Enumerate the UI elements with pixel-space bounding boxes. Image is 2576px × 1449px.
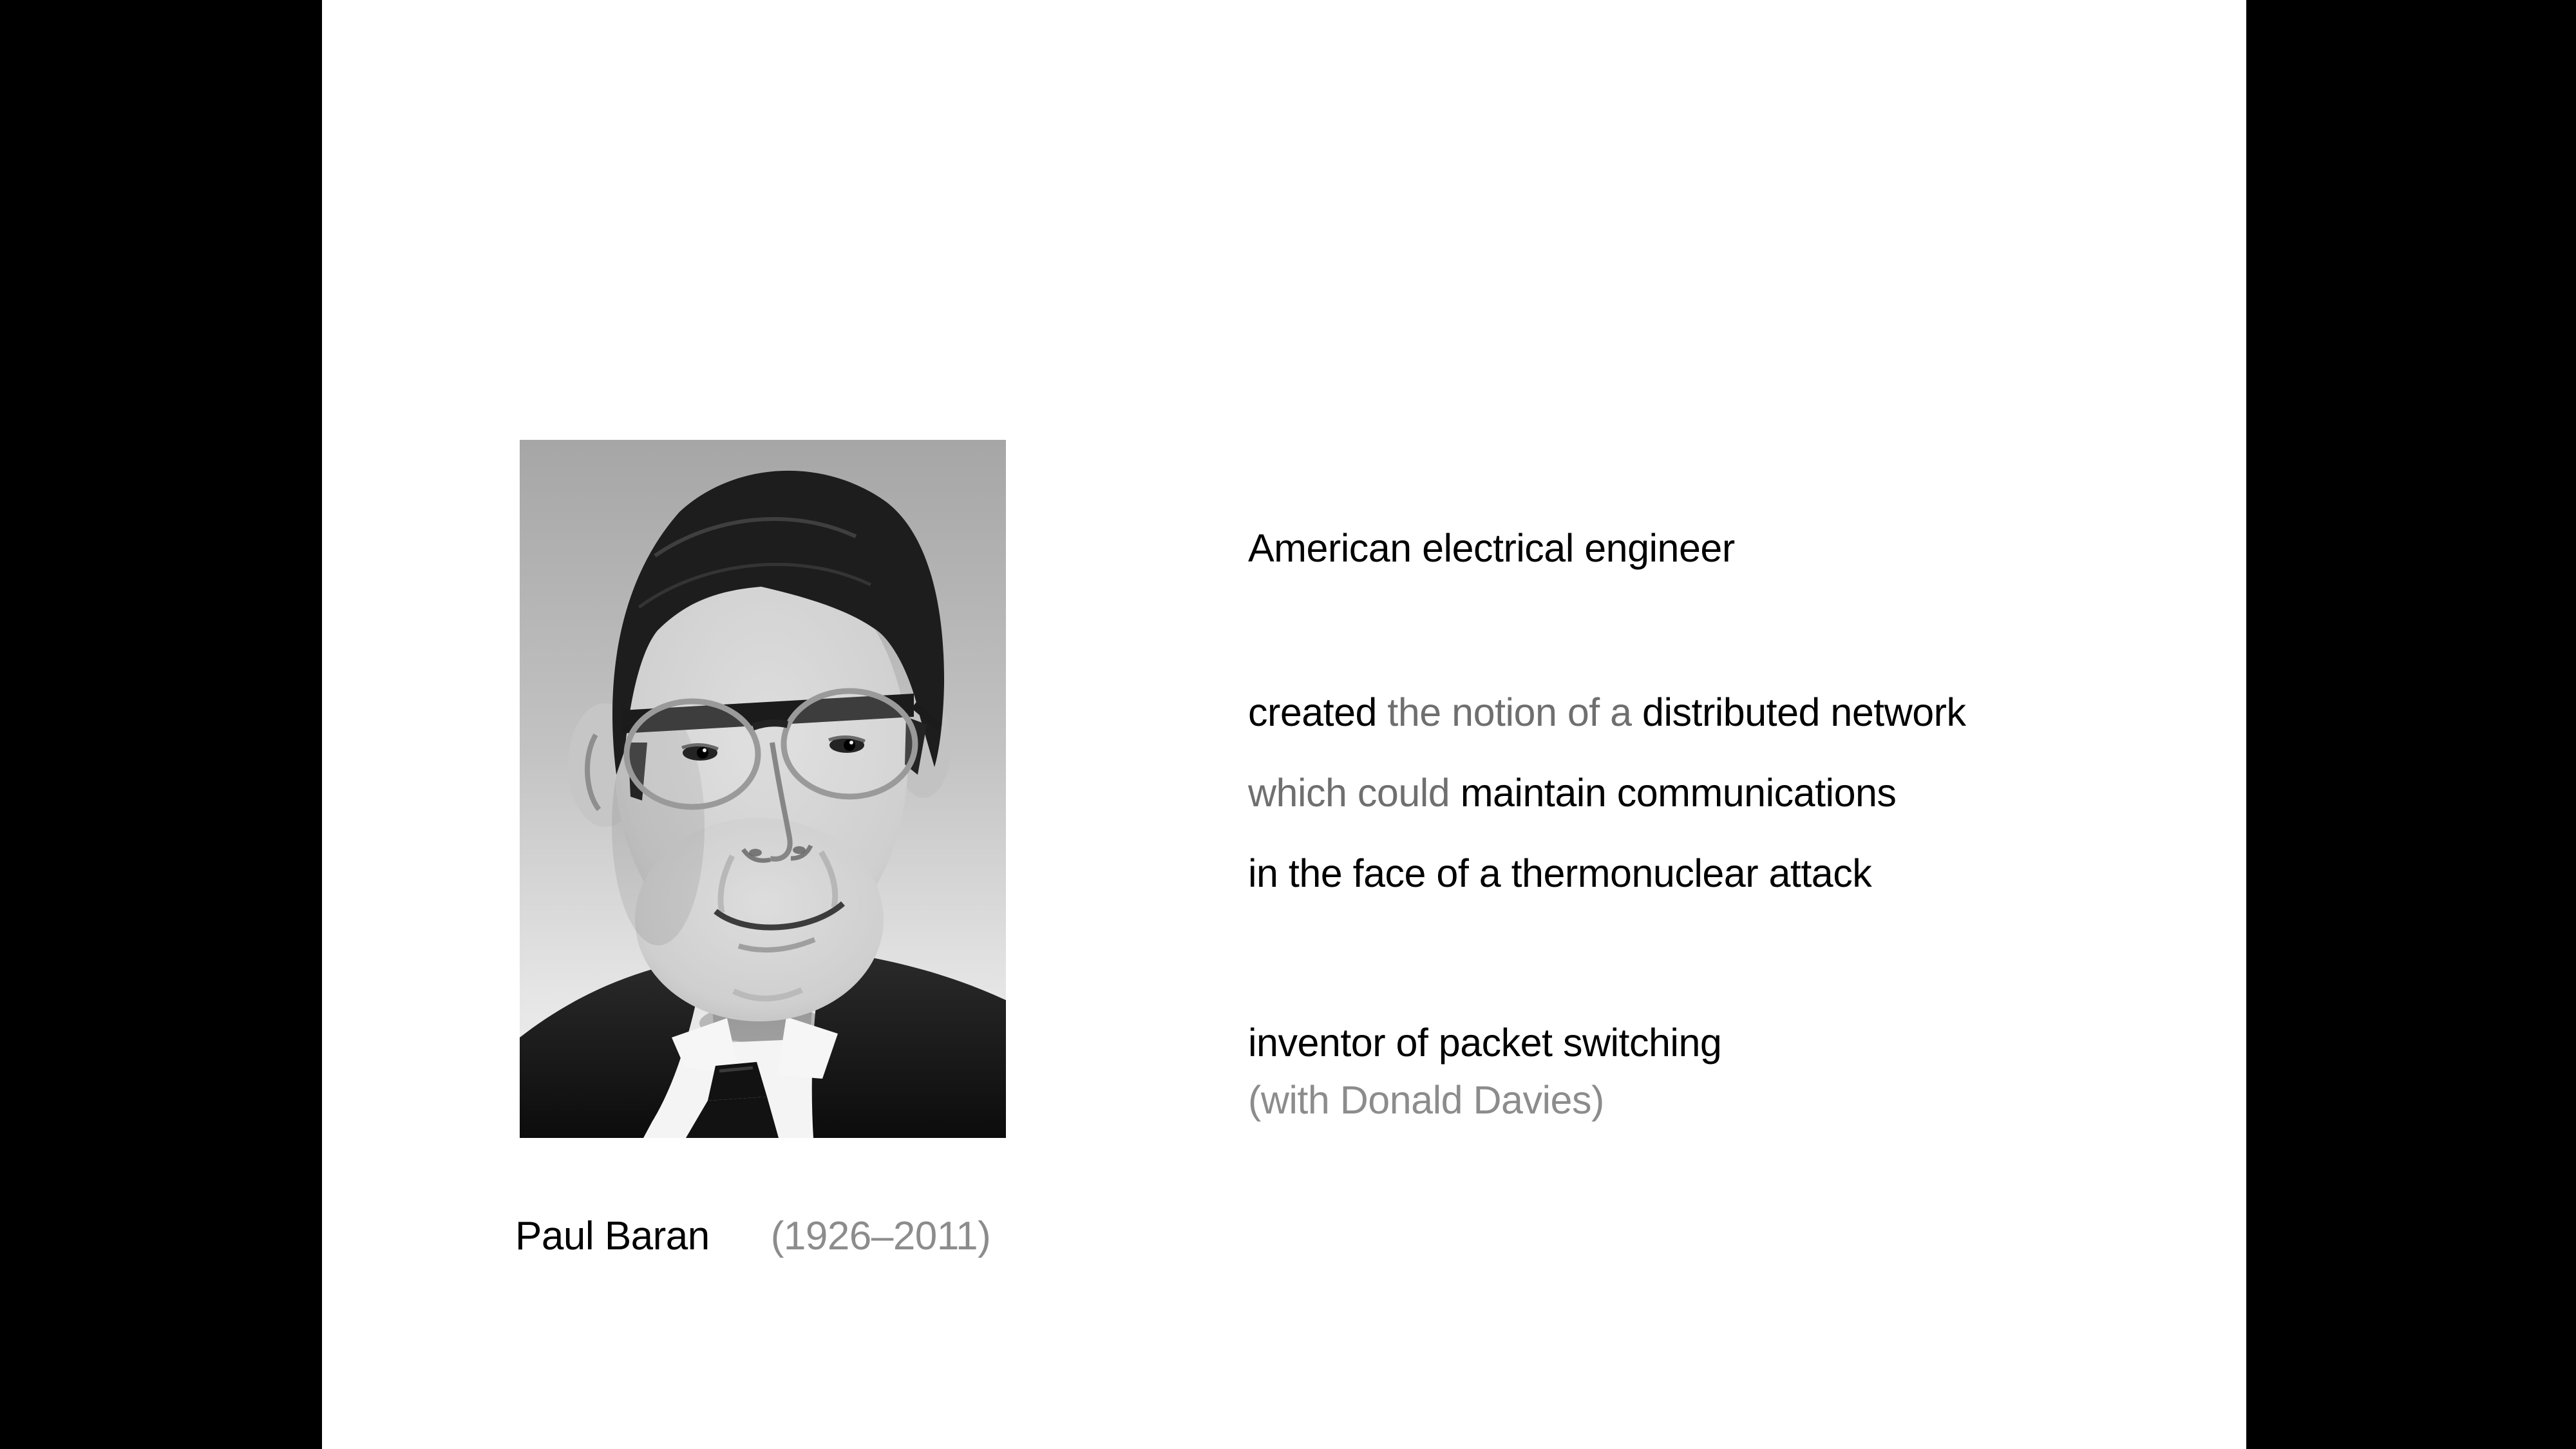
bio-segment: maintain communications: [1460, 771, 1897, 815]
bio-segment: American electrical engineer: [1248, 526, 1735, 570]
caption-years: (1926–2011): [770, 1214, 991, 1258]
bio-line-1: [1248, 526, 1735, 571]
bio-segment: the notion of a: [1387, 690, 1643, 734]
bio-line-2: [1248, 690, 1966, 735]
letterbox-right: [2246, 0, 2576, 1449]
letterbox-left: [0, 0, 322, 1449]
bio-segment: (with Donald Davies): [1248, 1078, 1604, 1122]
bio-segment: inventor of packet switching: [1248, 1021, 1722, 1065]
bio-line-6: [1248, 1077, 1604, 1122]
bio-line-4: [1248, 851, 1871, 896]
bio-line-5: [1248, 1020, 1721, 1065]
bio-segment: distributed network: [1642, 690, 1966, 734]
bio-line-3: [1248, 770, 1896, 815]
bio-segment: which could: [1248, 771, 1461, 815]
bio-segment: created: [1248, 690, 1388, 734]
caption-name: Paul Baran: [515, 1214, 710, 1258]
bio-segment: in the face of a thermonuclear attack: [1248, 851, 1872, 895]
slide: [322, 0, 2246, 1449]
bio-text: [322, 0, 2246, 1449]
